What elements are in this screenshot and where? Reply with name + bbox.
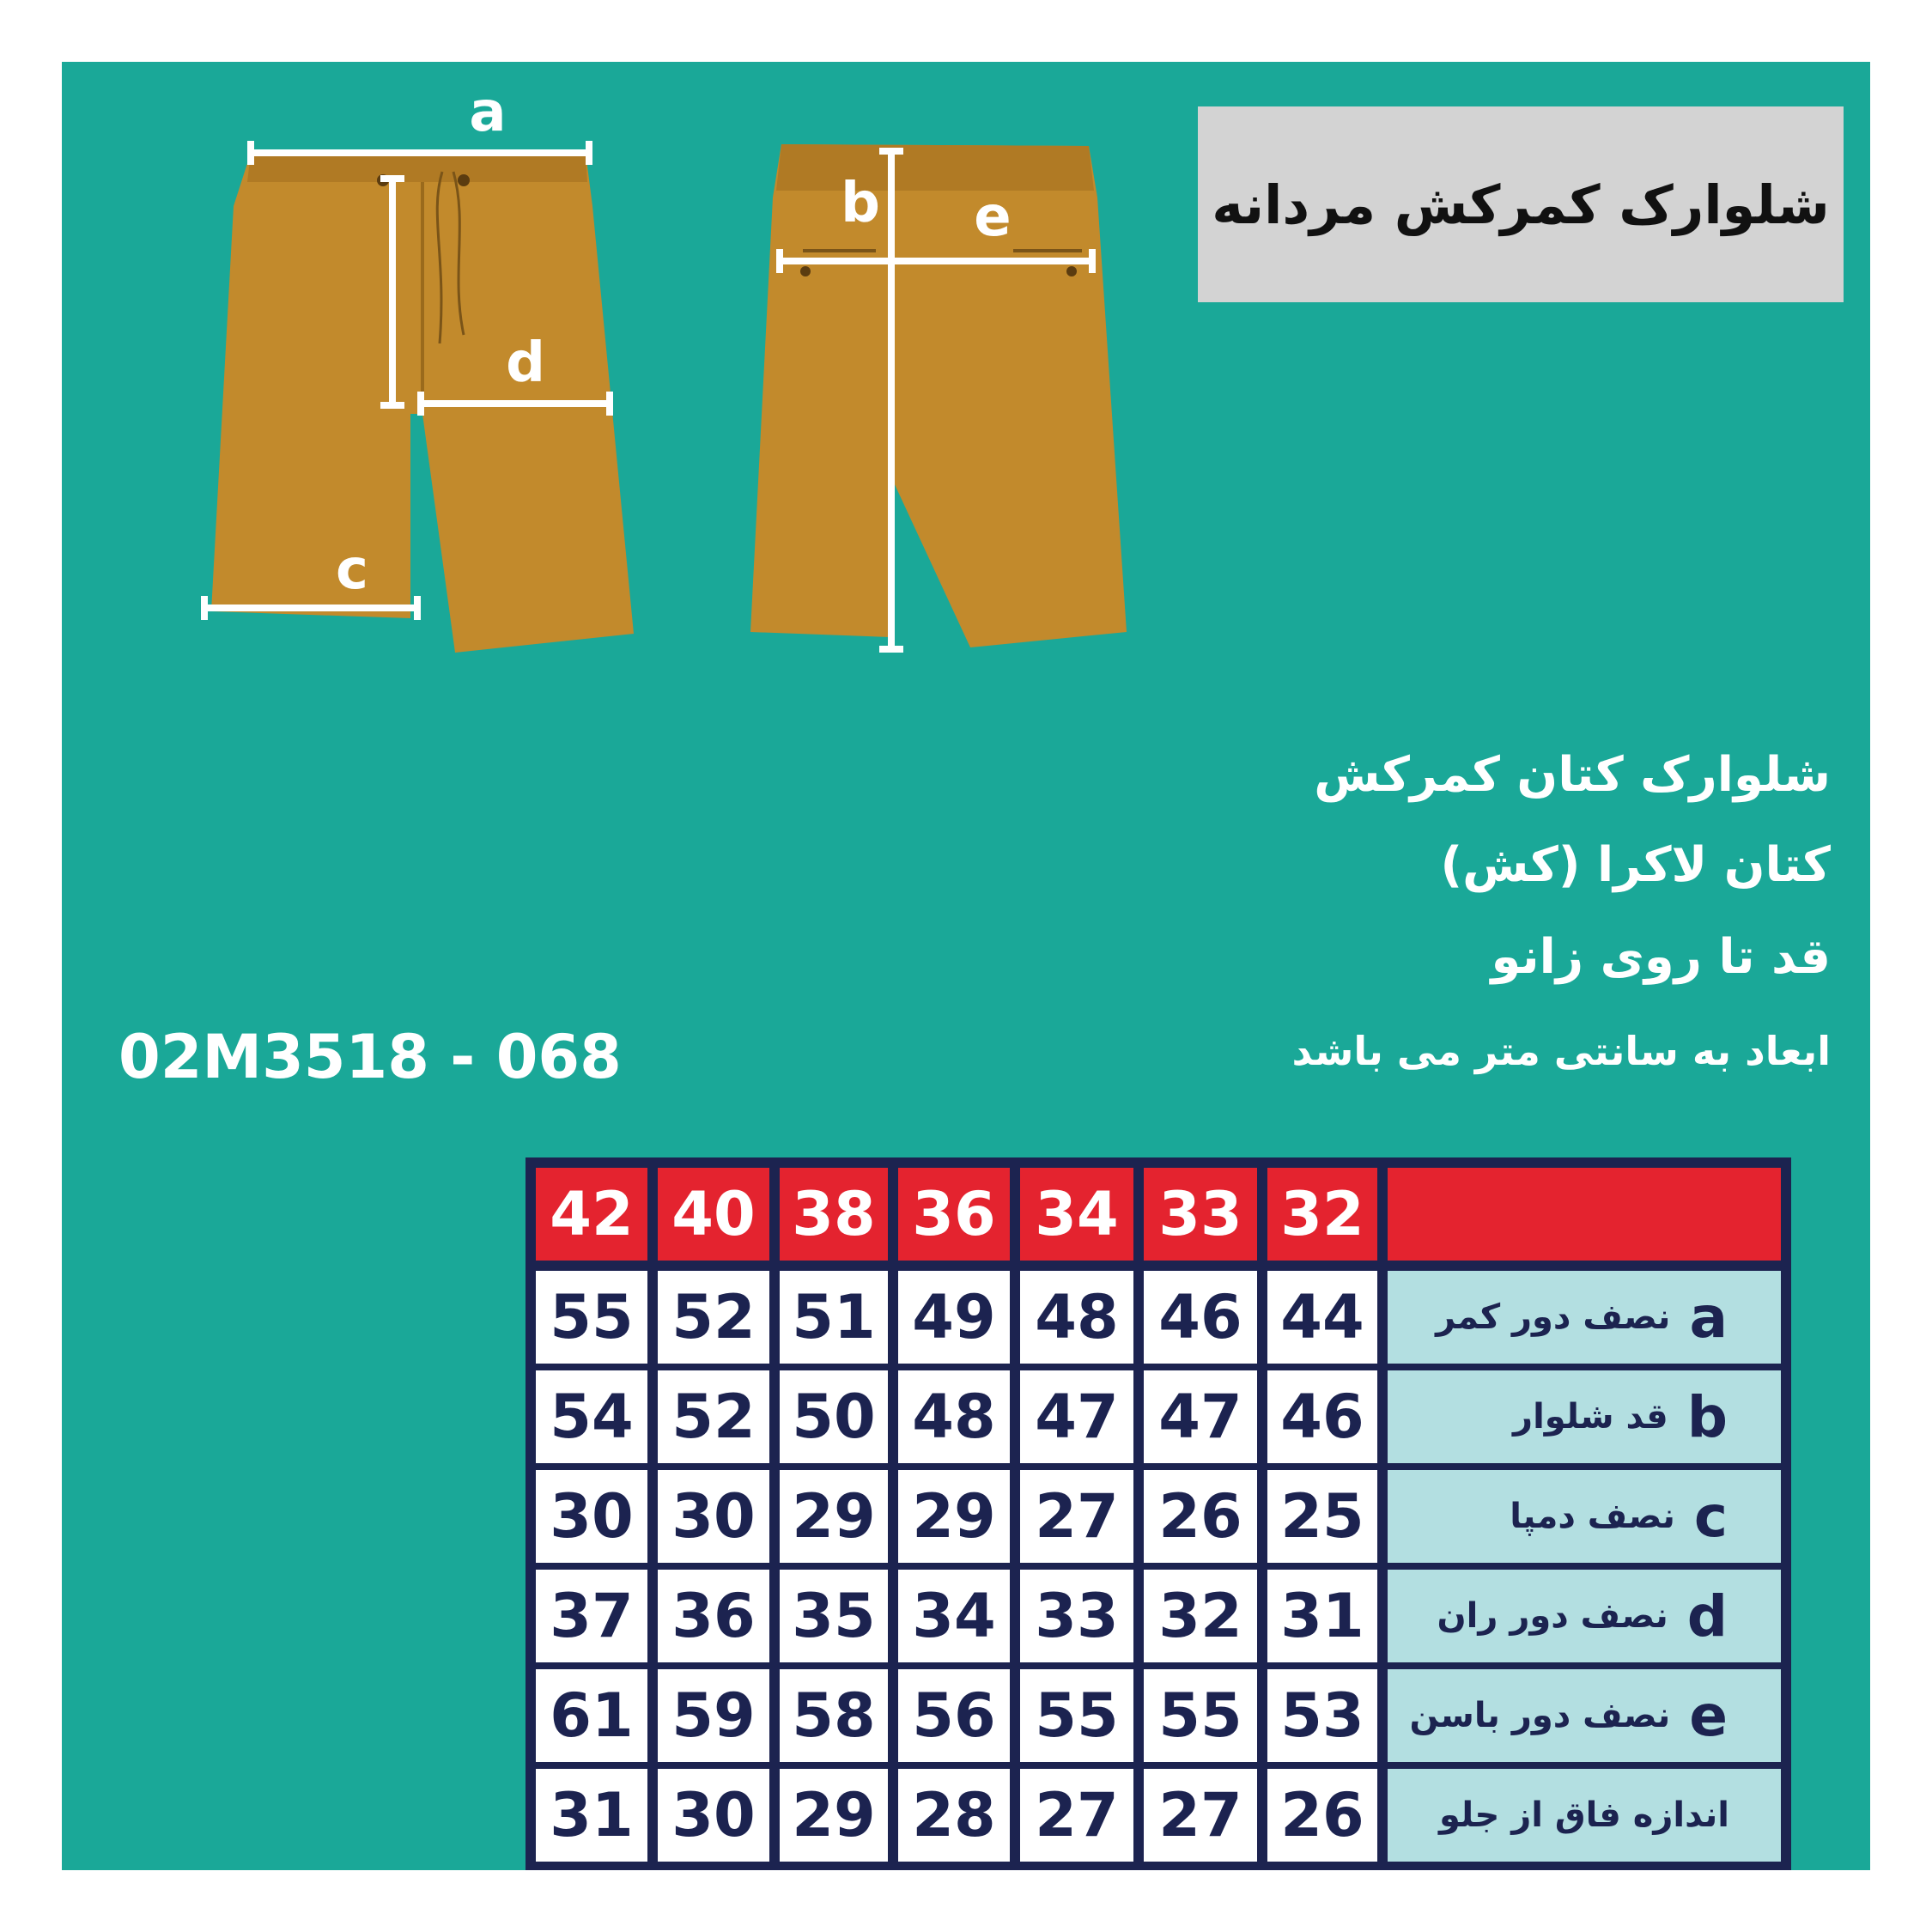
row-label-crotch bbox=[1388, 1769, 1781, 1862]
table-cell: 44 bbox=[1267, 1271, 1377, 1364]
size-header-row bbox=[536, 1168, 1781, 1261]
row-label-text: نصف دور ران bbox=[1437, 1596, 1668, 1636]
table-cell: 61 bbox=[536, 1669, 647, 1762]
table-cell: 32 bbox=[1144, 1570, 1257, 1662]
row-letter: b bbox=[1686, 1383, 1728, 1450]
row-letter: c bbox=[1693, 1483, 1728, 1550]
table-cell: 27 bbox=[1144, 1769, 1257, 1862]
row-label-b bbox=[1388, 1370, 1781, 1463]
dimension-label-e: e bbox=[974, 185, 1012, 249]
product-code: 02M3518 - 068 bbox=[118, 1022, 622, 1092]
size-header-label-cell bbox=[1388, 1168, 1781, 1261]
table-cell: 49 bbox=[898, 1271, 1010, 1364]
description-line-3: قد تا روی زانو bbox=[1491, 929, 1831, 985]
table-row bbox=[536, 1669, 1781, 1762]
table-cell: 34 bbox=[898, 1570, 1010, 1662]
description-line-2: کتان لاکرا (کش) bbox=[1440, 837, 1831, 893]
dimension-label-a: a bbox=[469, 81, 507, 144]
row-letter: e bbox=[1689, 1682, 1728, 1749]
table-cell: 50 bbox=[780, 1370, 888, 1463]
table-cell: 46 bbox=[1267, 1370, 1377, 1463]
table-cell: 36 bbox=[658, 1570, 769, 1662]
row-label-d bbox=[1388, 1570, 1781, 1662]
size-header-cell: 33 bbox=[1144, 1168, 1257, 1261]
table-row bbox=[536, 1370, 1781, 1463]
row-label-text: قد شلوار bbox=[1513, 1397, 1668, 1437]
dimension-label-b: b bbox=[841, 172, 880, 235]
table-cell: 55 bbox=[536, 1271, 647, 1364]
table-cell: 51 bbox=[780, 1271, 888, 1364]
table-cell: 29 bbox=[780, 1470, 888, 1563]
table-cell: 37 bbox=[536, 1570, 647, 1662]
table-row bbox=[536, 1769, 1781, 1862]
table-cell: 35 bbox=[780, 1570, 888, 1662]
row-label-text: نصف دور باسن bbox=[1409, 1696, 1671, 1735]
table-cell: 46 bbox=[1144, 1271, 1257, 1364]
row-letter: d bbox=[1686, 1583, 1728, 1649]
description-line-1: شلوارک کتان کمرکش bbox=[1314, 747, 1831, 803]
size-header-cell: 42 bbox=[536, 1168, 647, 1261]
table-cell: 52 bbox=[658, 1370, 769, 1463]
table-cell: 58 bbox=[780, 1669, 888, 1762]
row-label-e bbox=[1388, 1669, 1781, 1762]
table-cell: 27 bbox=[1020, 1470, 1133, 1563]
table-row bbox=[536, 1271, 1781, 1364]
table-cell: 31 bbox=[536, 1769, 647, 1862]
row-label-text: نصف دمپا bbox=[1510, 1497, 1675, 1536]
size-header-cell: 38 bbox=[780, 1168, 888, 1261]
size-header-cell: 36 bbox=[898, 1168, 1010, 1261]
table-cell: 47 bbox=[1144, 1370, 1257, 1463]
table-cell: 56 bbox=[898, 1669, 1010, 1762]
table-cell: 53 bbox=[1267, 1669, 1377, 1762]
description-line-4: ابعاد به سانتی متر می باشد bbox=[1291, 1028, 1831, 1074]
table-cell: 48 bbox=[1020, 1271, 1133, 1364]
dimension-label-d: d bbox=[506, 331, 545, 395]
row-letter: a bbox=[1689, 1284, 1728, 1351]
table-cell: 54 bbox=[536, 1370, 647, 1463]
table-cell: 55 bbox=[1144, 1669, 1257, 1762]
table-cell: 29 bbox=[898, 1470, 1010, 1563]
table-cell: 31 bbox=[1267, 1570, 1377, 1662]
row-label-text: نصف دور کمر bbox=[1436, 1297, 1671, 1337]
table-cell: 48 bbox=[898, 1370, 1010, 1463]
table-row bbox=[536, 1470, 1781, 1563]
table-cell: 30 bbox=[658, 1470, 769, 1563]
table-row bbox=[536, 1570, 1781, 1662]
size-header-cell: 34 bbox=[1020, 1168, 1133, 1261]
table-cell: 27 bbox=[1020, 1769, 1133, 1862]
page-title-text: شلوارک کمرکش مردانه bbox=[1212, 173, 1830, 236]
table-cell: 29 bbox=[780, 1769, 888, 1862]
row-label-c bbox=[1388, 1470, 1781, 1563]
row-label-text: اندازه فاق از جلو bbox=[1439, 1795, 1729, 1835]
table-cell: 52 bbox=[658, 1271, 769, 1364]
dimension-label-c: c bbox=[336, 538, 368, 602]
back-shorts-image bbox=[750, 144, 1127, 647]
size-header-cell: 40 bbox=[658, 1168, 769, 1261]
row-label-a bbox=[1388, 1271, 1781, 1364]
table-cell: 25 bbox=[1267, 1470, 1377, 1563]
table-cell: 47 bbox=[1020, 1370, 1133, 1463]
table-cell: 55 bbox=[1020, 1669, 1133, 1762]
table-cell: 26 bbox=[1144, 1470, 1257, 1563]
table-cell: 30 bbox=[536, 1470, 647, 1563]
table-cell: 59 bbox=[658, 1669, 769, 1762]
size-table bbox=[526, 1157, 1791, 1870]
table-cell: 30 bbox=[658, 1769, 769, 1862]
size-header-cell: 32 bbox=[1267, 1168, 1377, 1261]
table-cell: 28 bbox=[898, 1769, 1010, 1862]
table-cell: 33 bbox=[1020, 1570, 1133, 1662]
table-cell: 26 bbox=[1267, 1769, 1377, 1862]
